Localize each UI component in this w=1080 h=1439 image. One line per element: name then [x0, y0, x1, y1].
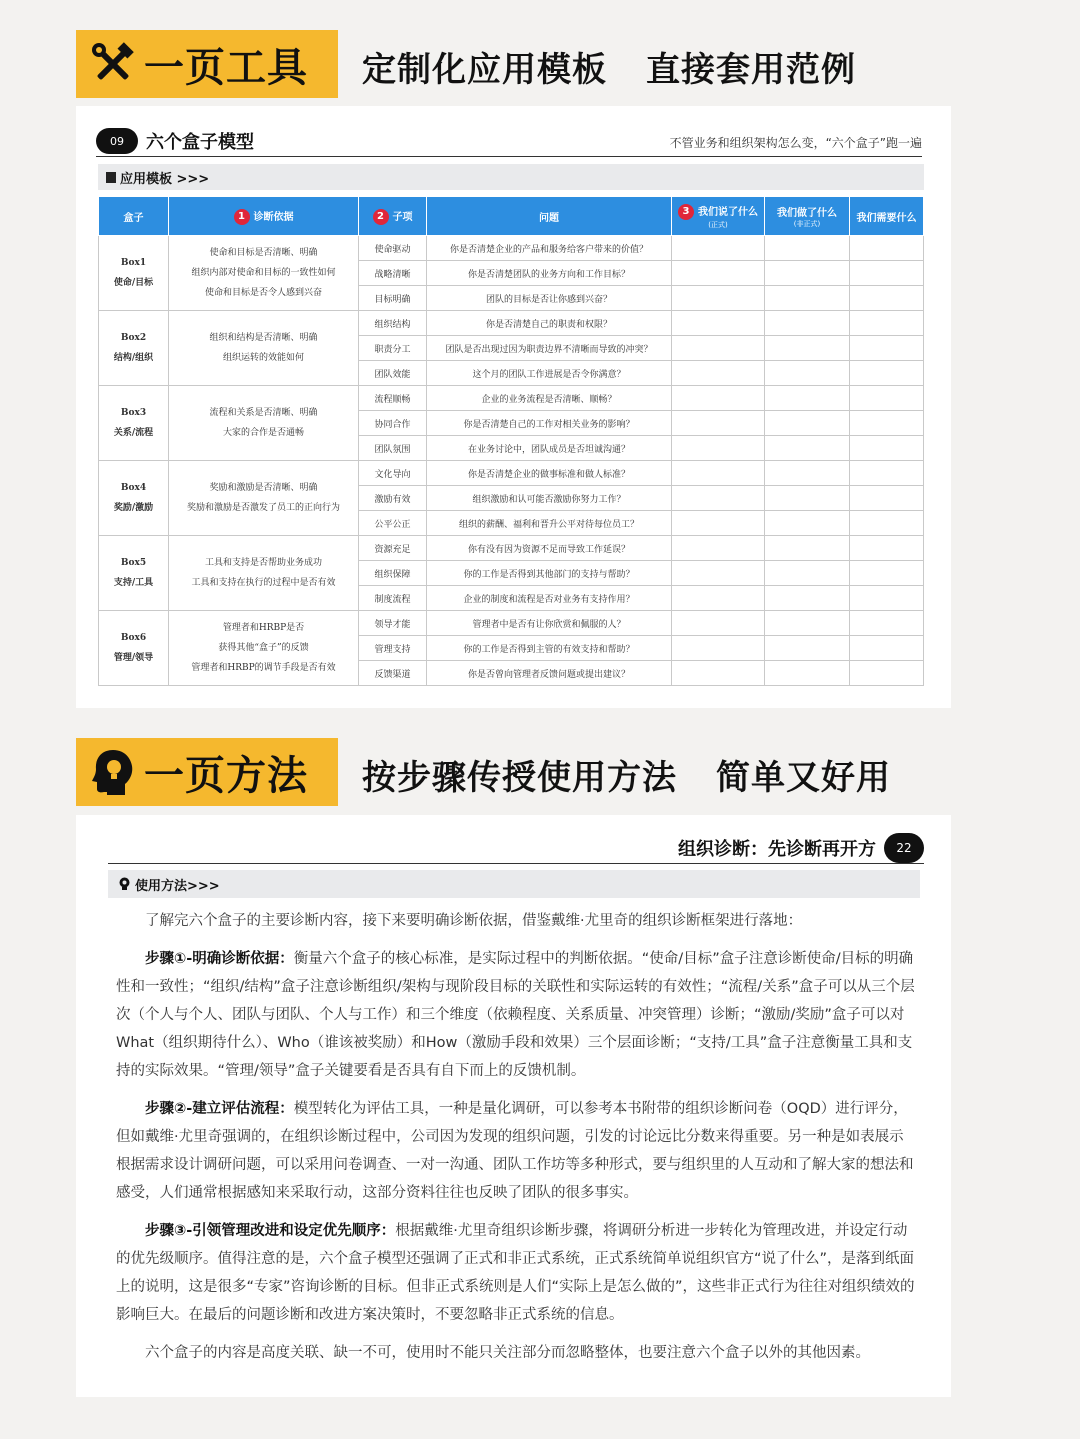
said-cell[interactable] — [672, 661, 765, 686]
said-cell[interactable] — [672, 636, 765, 661]
template-subbar-label: 应用模板 >>> — [120, 171, 210, 187]
table-row — [99, 311, 924, 336]
method-subbar-label: 使用方法>>> — [135, 878, 220, 894]
item-cell: 团队效能 — [359, 361, 427, 386]
item-cell: 目标明确 — [359, 286, 427, 311]
method-sheet-number: 22 — [884, 833, 924, 863]
need-cell[interactable] — [850, 361, 924, 386]
box-cell: Box5 支持/工具 — [99, 536, 169, 611]
item-cell: 管理支持 — [359, 636, 427, 661]
step2-text: 模型转化为评估工具，一种是量化调研，可以参考本书附带的组织诊断问卷（OQD）进行评分，但如戴维·尤里奇强调的，在组织诊断过程中，公司因为发现的组织问题，引发的讨论远比分数来得重要。另一种是如表展示根据需求设计调研问题，可以采用问卷调查、一对一沟通、团队工作坊等多种形式，要与组织里的人互动和了解大家的想法和感受，人们通常根据感知来采取行动，这部分资料往往也反映了团队的很多事实。 — [116, 1101, 914, 1201]
step2-paragraph — [116, 1095, 916, 1207]
question-cell: 你是否清楚企业的做事标准和做人标准？ — [427, 461, 672, 486]
done-cell[interactable] — [765, 286, 850, 311]
done-cell[interactable] — [765, 436, 850, 461]
tool-tag-text: 一页工具 — [144, 43, 308, 91]
item-cell: 组织结构 — [359, 311, 427, 336]
method-sheet-header — [108, 833, 924, 864]
said-cell[interactable] — [672, 611, 765, 636]
basis-cell: 管理者和HRBP是否 获得其他“盒子”的反馈 管理者和HRBP的调节手段是否有效 — [169, 611, 359, 686]
question-cell: 团队的目标是否让你感到兴奋？ — [427, 286, 672, 311]
need-cell[interactable] — [850, 561, 924, 586]
box-cell: Box3 关系/流程 — [99, 386, 169, 461]
said-cell[interactable] — [672, 386, 765, 411]
item-cell: 资源充足 — [359, 536, 427, 561]
done-cell[interactable] — [765, 236, 850, 261]
question-cell: 组织的薪酬、福利和晋升公平对待每位员工？ — [427, 511, 672, 536]
method-body — [116, 907, 916, 1377]
method-tag-text: 一页方法 — [144, 751, 308, 799]
table-row — [99, 461, 924, 486]
said-cell[interactable] — [672, 336, 765, 361]
said-cell[interactable] — [672, 486, 765, 511]
question-cell: 这个月的团队工作进展是否令你满意？ — [427, 361, 672, 386]
done-cell[interactable] — [765, 261, 850, 286]
sheet-number: 09 — [96, 128, 138, 154]
item-cell: 战略清晰 — [359, 261, 427, 286]
method-tag — [76, 738, 338, 806]
done-cell[interactable] — [765, 611, 850, 636]
done-cell[interactable] — [765, 586, 850, 611]
question-cell: 团队是否出现过因为职责边界不清晰而导致的冲突？ — [427, 336, 672, 361]
need-cell[interactable] — [850, 461, 924, 486]
item-cell: 团队氛围 — [359, 436, 427, 461]
need-cell[interactable] — [850, 536, 924, 561]
col-box: 盒子 — [99, 197, 169, 236]
item-cell: 组织保障 — [359, 561, 427, 586]
col-basis: 1 诊断依据 — [169, 197, 359, 236]
done-cell[interactable] — [765, 536, 850, 561]
done-cell[interactable] — [765, 461, 850, 486]
col-item: 2 子项 — [359, 197, 427, 236]
method-sheet-title: 组织诊断：先诊断再开方 — [678, 839, 876, 860]
square-icon — [106, 172, 116, 183]
question-cell: 企业的业务流程是否清晰、顺畅？ — [427, 386, 672, 411]
tool-headline-2: 直接套用范例 — [646, 50, 856, 90]
step3-label: 步骤③-引领管理改进和设定优先顺序： — [145, 1223, 396, 1239]
item-cell: 制度流程 — [359, 586, 427, 611]
done-cell[interactable] — [765, 661, 850, 686]
sheet-title: 六个盒子模型 — [146, 132, 254, 153]
need-cell[interactable] — [850, 311, 924, 336]
col-question: 问题 — [427, 197, 672, 236]
step1-label: 步骤①-明确诊断依据： — [145, 951, 294, 967]
said-cell[interactable] — [672, 561, 765, 586]
question-cell: 你是否曾向管理者反馈问题或提出建议？ — [427, 661, 672, 686]
said-cell[interactable] — [672, 361, 765, 386]
step3-paragraph — [116, 1217, 916, 1329]
sheet-header — [96, 126, 922, 157]
done-cell[interactable] — [765, 486, 850, 511]
lightbulb-icon — [118, 877, 131, 891]
closing-paragraph: 六个盒子的内容是高度关联、缺一不可，使用时不能只关注部分而忽略整体，也要注意六个盒子以外的其他因素。 — [145, 1345, 870, 1361]
item-cell: 职责分工 — [359, 336, 427, 361]
tool-banner — [76, 30, 951, 98]
table-row — [99, 611, 924, 636]
said-cell[interactable] — [672, 311, 765, 336]
said-cell[interactable] — [672, 536, 765, 561]
said-cell[interactable] — [672, 586, 765, 611]
box-cell: Box6 管理/领导 — [99, 611, 169, 686]
done-cell[interactable] — [765, 561, 850, 586]
tool-tag — [76, 30, 338, 98]
item-cell: 使命驱动 — [359, 236, 427, 261]
item-cell: 反馈渠道 — [359, 661, 427, 686]
need-cell[interactable] — [850, 411, 924, 436]
table-header-row — [99, 197, 924, 236]
col-need: 我们需要什么 — [850, 197, 924, 236]
said-cell[interactable] — [672, 286, 765, 311]
need-cell[interactable] — [850, 611, 924, 636]
need-cell[interactable] — [850, 436, 924, 461]
done-cell[interactable] — [765, 411, 850, 436]
tool-headline-1: 定制化应用模板 — [362, 50, 607, 90]
tools-icon — [84, 35, 142, 93]
said-cell[interactable] — [672, 236, 765, 261]
need-cell[interactable] — [850, 336, 924, 361]
box-cell: Box4 奖励/激励 — [99, 461, 169, 536]
item-cell: 流程顺畅 — [359, 386, 427, 411]
said-cell[interactable] — [672, 511, 765, 536]
question-cell: 你有没有因为资源不足而导致工作延误？ — [427, 536, 672, 561]
need-cell[interactable] — [850, 511, 924, 536]
done-cell[interactable] — [765, 311, 850, 336]
done-cell[interactable] — [765, 361, 850, 386]
box-cell: Box1 使命/目标 — [99, 236, 169, 311]
need-cell[interactable] — [850, 586, 924, 611]
question-cell: 你的工作是否得到其他部门的支持与帮助？ — [427, 561, 672, 586]
template-subbar — [98, 164, 924, 190]
said-cell[interactable] — [672, 461, 765, 486]
question-cell: 管理者中是否有让你欣赏和佩服的人？ — [427, 611, 672, 636]
question-cell: 你是否清楚自己的工作对相关业务的影响？ — [427, 411, 672, 436]
basis-cell: 流程和关系是否清晰、明确 大家的合作是否通畅 — [169, 386, 359, 461]
question-cell: 在业务讨论中，团队成员是否坦诚沟通？ — [427, 436, 672, 461]
method-sheet — [76, 815, 951, 1397]
sheet-slogan: 不管业务和组织架构怎么变，“六个盒子”跑一遍 — [669, 136, 922, 150]
done-cell[interactable] — [765, 511, 850, 536]
basis-cell: 使命和目标是否清晰、明确 组织内部对使命和目标的一致性如何 使命和目标是否令人感到兴奋 — [169, 236, 359, 311]
question-cell: 组织激励和认可能否激励你努力工作？ — [427, 486, 672, 511]
template-sheet — [76, 106, 951, 708]
need-cell[interactable] — [850, 661, 924, 686]
done-cell[interactable] — [765, 336, 850, 361]
item-cell: 公平公正 — [359, 511, 427, 536]
table-row — [99, 386, 924, 411]
table-row — [99, 236, 924, 261]
step2-label: 步骤②-建立评估流程： — [145, 1101, 294, 1117]
box-cell: Box2 结构/组织 — [99, 311, 169, 386]
question-cell: 你是否清楚团队的业务方向和工作目标？ — [427, 261, 672, 286]
intro-paragraph: 了解完六个盒子的主要诊断内容，接下来要明确诊断依据，借鉴戴维·尤里奇的组织诊断框架进行落地： — [145, 913, 803, 929]
said-cell[interactable] — [672, 436, 765, 461]
question-cell: 企业的制度和流程是否对业务有支持作用？ — [427, 586, 672, 611]
need-cell[interactable] — [850, 236, 924, 261]
done-cell[interactable] — [765, 386, 850, 411]
col-said: 3 我们说了什么 (正式) — [672, 197, 765, 236]
method-headline-1: 按步骤传授使用方法 — [362, 758, 677, 798]
said-cell[interactable] — [672, 261, 765, 286]
item-cell: 领导才能 — [359, 611, 427, 636]
done-cell[interactable] — [765, 636, 850, 661]
need-cell[interactable] — [850, 636, 924, 661]
item-cell: 激励有效 — [359, 486, 427, 511]
six-box-table — [98, 196, 924, 686]
item-cell: 协同合作 — [359, 411, 427, 436]
method-subbar — [108, 870, 920, 898]
item-cell: 文化导向 — [359, 461, 427, 486]
step1-text: 衡量六个盒子的核心标准，是实际过程中的判断依据。“使命/目标”盒子注意诊断使命/目标的明确性和一致性；“组织/结构”盒子注意诊断组织/架构与现阶段目标的关联性和实际运转的有效性；“流程/关系”盒子可以从三个层次（个人与个人、团队与团队、个人与工作）和三个维度（依赖程度、关系质量、冲突管理）诊断；“激励/奖励”盒子可以对What（组织期待什么）、Who（谁该被奖励）和How（激励手段和效果）三个层面诊断；“支持/工具”盒子注意衡量工具和支持的实际效果。“管理/领导”盒子关键要看是否具有自下而上的反馈机制。 — [116, 951, 915, 1079]
table-row — [99, 536, 924, 561]
basis-cell: 奖励和激励是否清晰、明确 奖励和激励是否激发了员工的正向行为 — [169, 461, 359, 536]
basis-cell: 工具和支持是否帮助业务成功 工具和支持在执行的过程中是否有效 — [169, 536, 359, 611]
said-cell[interactable] — [672, 411, 765, 436]
need-cell[interactable] — [850, 486, 924, 511]
question-cell: 你是否清楚企业的产品和服务给客户带来的价值？ — [427, 236, 672, 261]
need-cell[interactable] — [850, 386, 924, 411]
basis-cell: 组织和结构是否清晰、明确 组织运转的效能如何 — [169, 311, 359, 386]
method-headline-2: 简单又好用 — [716, 758, 891, 798]
need-cell[interactable] — [850, 286, 924, 311]
method-banner — [76, 738, 951, 806]
step3-text: 根据戴维·尤里奇组织诊断步骤，将调研分析进一步转化为管理改进，并设定行动的优先级顺序。值得注意的是，六个盒子模型还强调了正式和非正式系统，正式系统简单说组织官方“说了什么”，是落到纸面上的说明，这是很多“专家”咨询诊断的目标。但非正式系统则是人们“实际上是怎么做的”，这些非正式行为往往对组织绩效的影响巨大。在最后的问题诊断和改进方案决策时，不要忽略非正式系统的信息。 — [116, 1223, 915, 1323]
head-lightbulb-icon — [84, 743, 142, 801]
step1-paragraph — [116, 945, 916, 1085]
question-cell: 你的工作是否得到主管的有效支持和帮助？ — [427, 636, 672, 661]
col-done: 我们做了什么 (非正式) — [765, 197, 850, 236]
question-cell: 你是否清楚自己的职责和权限？ — [427, 311, 672, 336]
need-cell[interactable] — [850, 261, 924, 286]
